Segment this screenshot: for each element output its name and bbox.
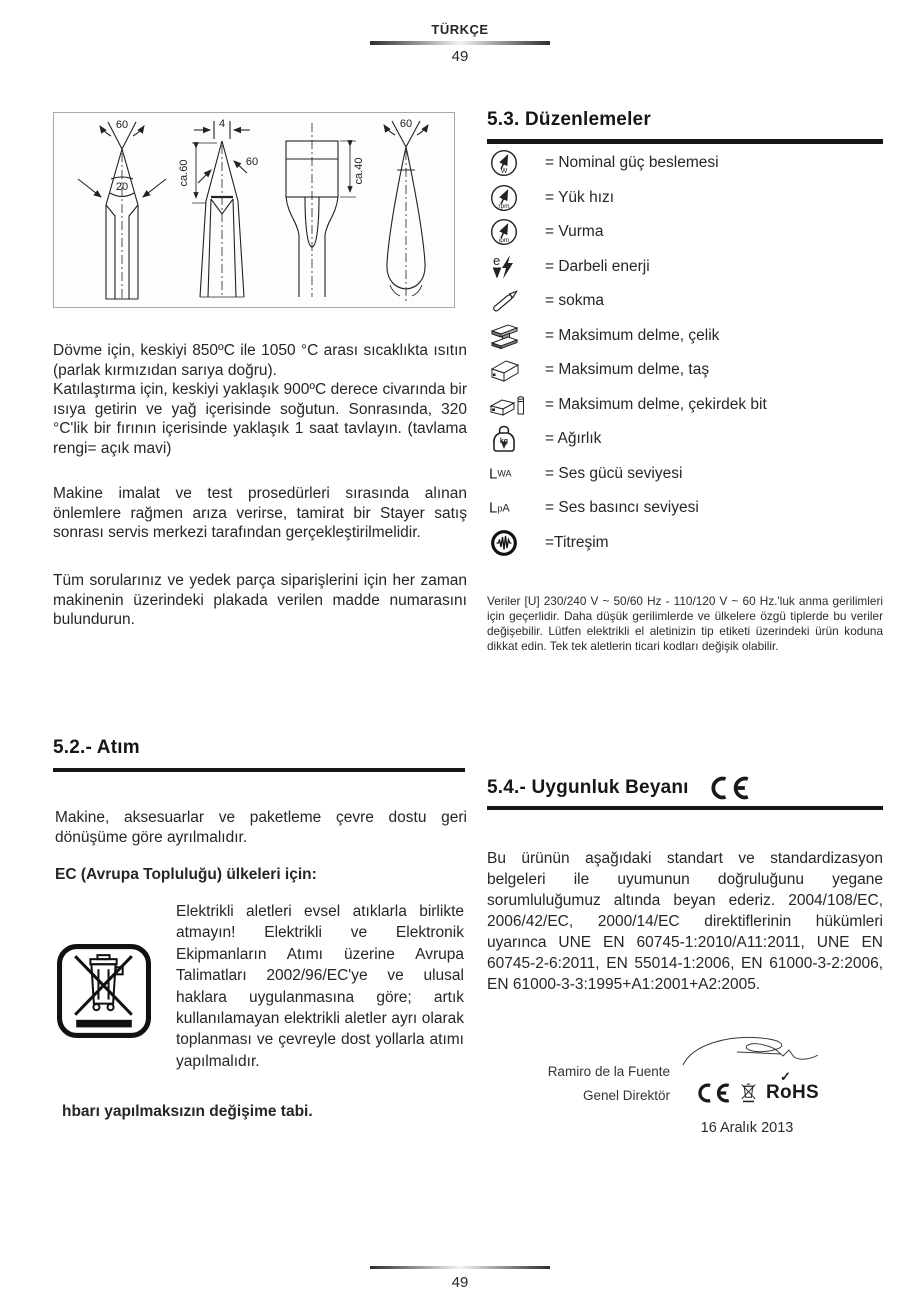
section-5-4-title: 5.4.- Uygunluk Beyanı [487, 777, 689, 798]
forging-paragraph-a: Dövme için, keskiyi 850ºC ile 1050 °C arası sıcaklıkta ısıtın (parlak kırmızıdan sarıya doğru). [53, 342, 467, 379]
spec-label: = Ses gücü seviyesi [545, 464, 683, 482]
spec-row-max-drill-core-bit [487, 388, 883, 423]
weee-paragraph: Elektrikli aletleri evsel atıklarla birlikte atmayın! Elektrikli ve Elektronik Ekipmanların Atımı üzerine Avrupa Talimatları 2002/96/EC'ye ve ulusal haklara uygulanmasına göre; artık kullanılamayan elektrikli aletler ayrı olarak toplanması ve çevreyle dost yollarla atımı yapılmalıdır. [176, 903, 464, 1070]
core-bit-icon [489, 390, 535, 420]
gauge-ipm-icon [489, 217, 535, 247]
impact-energy-icon [489, 252, 535, 282]
svg-text:ipm: ipm [498, 237, 510, 245]
section-5-3-heading [487, 108, 883, 144]
signature-block [487, 1032, 883, 1147]
signer-title: Genel Direktör [582, 1088, 670, 1103]
gauge-watt-icon [489, 148, 535, 178]
footer-divider-bar [370, 1266, 550, 1269]
ec-countries-heading: EC (Avrupa Topluluğu) ülkeleri için: [55, 866, 317, 883]
spec-label: = Ses basıncı seviyesi [545, 499, 699, 517]
rohs-check-icon: ✓ [780, 1069, 792, 1084]
spec-label: = Yük hızı [545, 188, 615, 206]
spec-row-max-drill-steel [487, 319, 883, 354]
spec-label: = Vurma [545, 223, 604, 241]
declaration-date: 16 Aralık 2013 [700, 1120, 794, 1136]
spec-row-load-speed [487, 181, 883, 216]
dim-fig1-angle: 60 [115, 119, 129, 131]
weight-icon [489, 424, 535, 454]
signature-image [677, 1032, 822, 1083]
svg-text:e: e [493, 252, 501, 268]
disposal-paragraph: Makine, aksesuarlar ve paketleme çevre dostu geri dönüşüme göre ayrılmalıdır. [55, 809, 467, 846]
svg-text:kg: kg [499, 438, 509, 446]
section-5-2-heading [53, 736, 465, 772]
spec-row-sound-pressure [487, 491, 883, 526]
section-5-2-title: 5.2.- Atım [53, 737, 140, 758]
gauge-rpm-icon [489, 183, 535, 213]
spec-label: = Nominal güç beslemesi [545, 154, 719, 172]
rohs-mark: R ✓ o HS [766, 1069, 819, 1103]
conformity-paragraph: Bu ürünün aşağıdaki standart ve standardizasyon belgeleri ile uyumunun doğruluğunu yegane sorumluluğumuz altında beyan ederiz. 2004/108/EC, 2006/42/EC, 2000/14/EC direktiflerinin hükümleri uyarınca UNE EN 60745-1:2010/A11:2011, UNE EN 60745-2-6:2011, EN 55014-1:2006, EN 61000-3-2:2006, EN 61000-3-3:1995+A1:2001+A2:2005. [487, 850, 883, 993]
dim-fig1-width: 20 [115, 181, 129, 193]
spec-row-weight [487, 422, 883, 457]
footer-page-number: 49 [451, 1274, 469, 1291]
certification-marks [695, 1069, 819, 1104]
spec-row-impact-rate [487, 215, 883, 250]
header-language-label: TÜRKÇE [431, 22, 489, 37]
svg-text:rpm: rpm [498, 202, 510, 210]
spec-row-impact-energy [487, 250, 883, 285]
steel-beam-icon [489, 321, 535, 351]
dim-fig2-width: 4 [218, 118, 226, 130]
spec-label: = Darbeli enerji [545, 257, 650, 275]
spec-row-max-drill-stone [487, 353, 883, 388]
spare-parts-paragraph: Tüm sorularınız ve yedek parça siparişlerini için her zaman makinenin üzerindeki plakada verilen madde numarasını bulundurun. [53, 572, 467, 628]
header-divider-bar [370, 41, 550, 45]
service-paragraph: Makine imalat ve test prosedürleri sırasında alınan önlemlere rağmen arıza verirse, tamirat bir Stayer satış sonrası servis merkezi tarafından gerçekleştirilmelidir. [53, 485, 467, 541]
spec-legend [487, 146, 883, 560]
svg-text:W: W [500, 168, 508, 176]
stone-block-icon [489, 355, 535, 385]
spec-row-vibration [487, 526, 883, 561]
voltage-footnote: Veriler [U] 230/240 V ~ 50/60 Hz - 110/120 V ~ 60 Hz.'luk anma gerilimleri için geçerlidir. Daha düşük gerilimlerde ve ülkelere özgü tiplerde bu veriler değişebilir. Lütfen elektrikli el aletinizin tip etiketi üzerindeki ürün koduna dikkat edin. Tek tek aletlerin ticari kodları değişik olabilir. [487, 594, 883, 653]
forging-paragraph [53, 341, 467, 458]
vibration-icon [489, 528, 535, 558]
chisel-diagram [54, 113, 454, 307]
ce-mark-icon [707, 776, 751, 800]
mini-weee-icon [740, 1082, 757, 1104]
sound-pressure-symbol: L p A [489, 499, 510, 517]
dim-fig2-height: ca.60 [178, 159, 190, 187]
spec-label: = Maksimum delme, taş [545, 361, 710, 379]
subject-to-change-note: hbarı yapılmaksızın değişime tabi. [62, 1103, 313, 1120]
dim-fig2-angle: 60 [245, 156, 259, 168]
weee-bin-icon [56, 943, 152, 1044]
chisel-icon [489, 285, 535, 317]
spec-label: = sokma [545, 292, 605, 310]
dim-fig4-angle: 60 [399, 118, 413, 130]
signer-name: Ramiro de la Fuente [547, 1064, 670, 1079]
section-5-3-title: 5.3. Düzenlemeler [487, 109, 651, 130]
spec-label: = Maksimum delme, çelik [545, 326, 720, 344]
spec-label: =Titreşim [545, 533, 609, 551]
spec-row-nominal-power [487, 146, 883, 181]
spec-label: = Maksimum delme, çekirdek bit [545, 395, 767, 413]
dim-fig3-height: ca.40 [353, 157, 365, 185]
sound-power-symbol: L WA [489, 465, 512, 483]
header-page-number: 49 [451, 48, 469, 65]
ce-mark-small-icon [695, 1083, 731, 1103]
chisel-diagram-box [53, 112, 455, 308]
section-5-4-heading [487, 776, 883, 810]
spec-row-sound-power [487, 457, 883, 492]
spec-label: = Ağırlık [545, 430, 602, 448]
forging-paragraph-b: Katılaştırma için, keskiyi yaklaşık 900ºC derece civarında bir ısıya getirin ve yağ içerisinde soğutun. Sonrasında, 320 °C'lik bir fırının içerisinde yaklaşık 1 saat tavlayın. (tavlama rengi= açık mavi) [53, 381, 467, 457]
spec-row-insertion [487, 284, 883, 319]
